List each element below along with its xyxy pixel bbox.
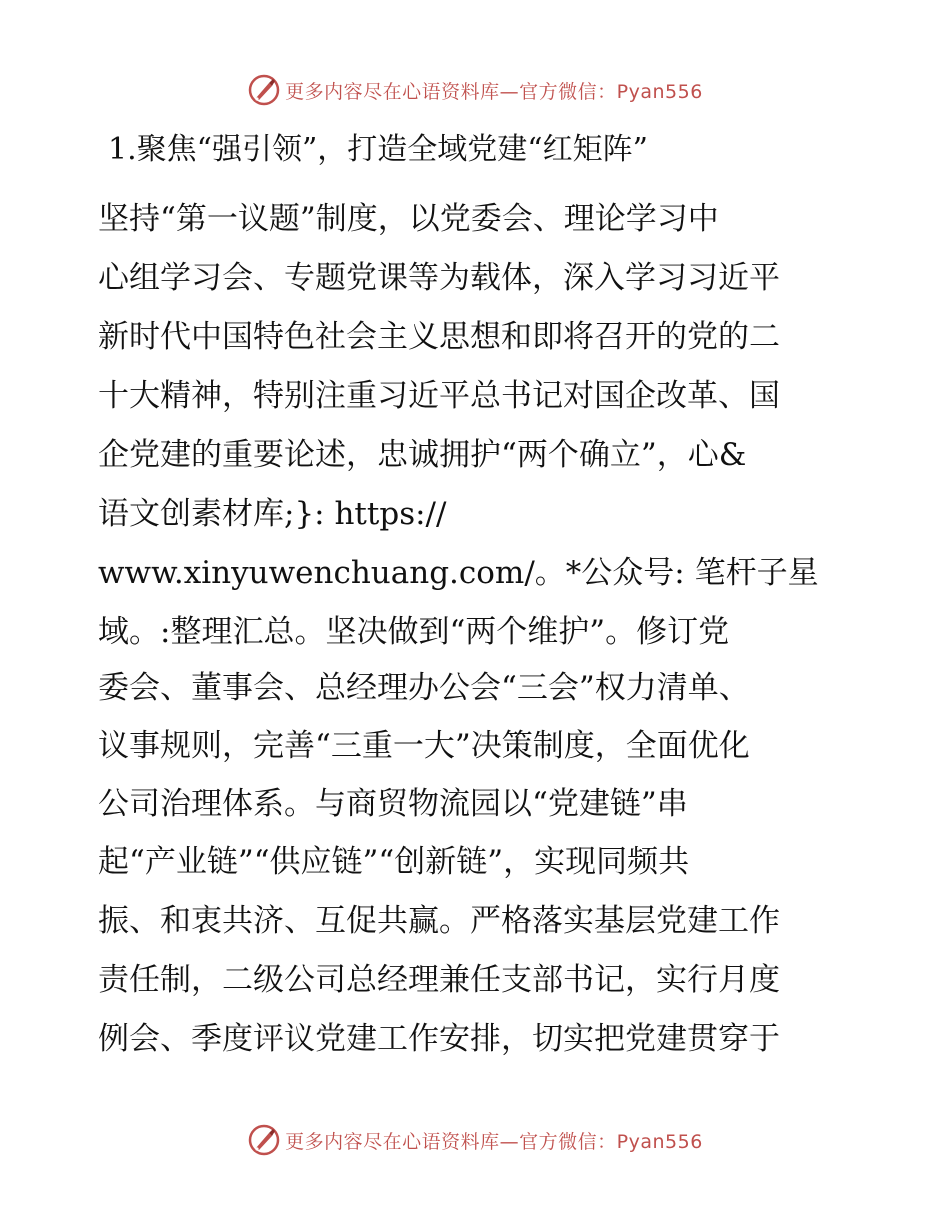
body-line: 心组学习会、专题党课等为载体，深入学习习近平 [98, 260, 780, 296]
section-heading: 1.聚焦“强引领”，打造全域党建“红矩阵” [108, 132, 648, 167]
footer-banner [0, 1118, 950, 1162]
header-banner-text: 更多内容尽在心语资料库—官方微信：Pyan556 [285, 80, 703, 103]
body-line: 责任制，二级公司总经理兼任支部书记，实行月度 [98, 962, 780, 998]
body-line: 例会、季度评议党建工作安排，切实把党建贯穿于 [98, 1021, 780, 1057]
body-line: 新时代中国特色社会主义思想和即将召开的党的二 [98, 319, 780, 355]
footer-banner-text: 更多内容尽在心语资料库—官方微信：Pyan556 [285, 1130, 703, 1153]
body-line: 域。:整理汇总。坚决做到“两个维护”。修订党 [98, 614, 730, 650]
body-line: 委会、董事会、总经理办公会“三会”权力清单、 [98, 670, 750, 706]
body-line: 公司治理体系。与商贸物流园以“党建链”串 [98, 786, 688, 822]
body-line: 起“产业链”“供应链”“创新链”，实现同频共 [98, 844, 690, 880]
pen-logo-icon [247, 1123, 281, 1157]
body-line: 语文创素材库;}: https:// [98, 496, 447, 532]
pen-logo-icon [247, 73, 281, 107]
body-line: 议事规则，完善“三重一大”决策制度，全面优化 [98, 728, 750, 764]
body-line: 振、和衷共济、互促共赢。严格落实基层党建工作 [98, 903, 780, 939]
body-line: www.xinyuwenchuang.com/。*公众号: 笔杆子星 [98, 555, 819, 591]
body-line: 坚持“第一议题”制度，以党委会、理论学习中 [98, 201, 719, 237]
header-banner [0, 68, 950, 112]
body-line: 企党建的重要论述，忠诚拥护“两个确立”，心& [98, 437, 747, 473]
body-line: 十大精神，特别注重习近平总书记对国企改革、国 [98, 378, 780, 414]
